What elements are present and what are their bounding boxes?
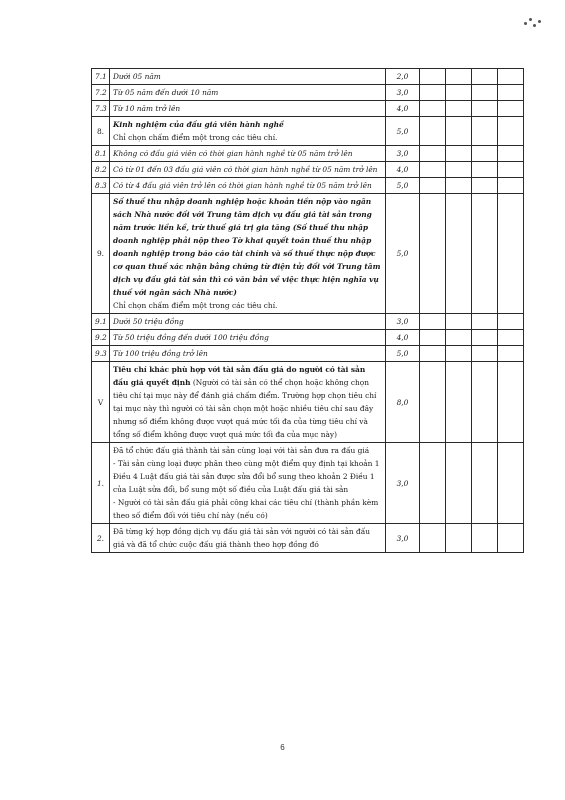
score-cell[interactable] bbox=[446, 146, 472, 162]
table-row bbox=[92, 146, 524, 162]
criterion-text: Đã từng ký hợp đồng dịch vụ đấu giá tài sản với người có tài sản đấu giá và đã tổ chức cuộc đấu giá thành theo hợp đồng đó bbox=[110, 524, 386, 553]
row-number: 9.3 bbox=[92, 346, 110, 362]
score-cell[interactable] bbox=[446, 162, 472, 178]
row-number: 7.1 bbox=[92, 69, 110, 85]
row-number: 9. bbox=[92, 194, 110, 314]
score-cell[interactable] bbox=[472, 314, 498, 330]
table-row bbox=[92, 101, 524, 117]
criterion-text: Từ 10 năm trở lên bbox=[110, 101, 386, 117]
page-number: 6 bbox=[280, 743, 285, 752]
table-row bbox=[92, 117, 524, 146]
score-cell[interactable] bbox=[446, 443, 472, 524]
criteria-table bbox=[91, 68, 524, 553]
row-number: 1. bbox=[92, 443, 110, 524]
score-cell[interactable] bbox=[420, 362, 446, 443]
max-score: 3,0 bbox=[386, 524, 420, 553]
max-score: 3,0 bbox=[386, 146, 420, 162]
score-cell[interactable] bbox=[498, 69, 524, 85]
criterion-line: - Tài sản cùng loại được phân theo cùng một điểm quy định tại khoản 1 Điều 4 Luật đấu giá tài sản được sửa đổi bổ sung theo khoản 2 Điều 1 của Luật sửa đổi, bổ sung một số điều của Luật đấu giá tài sản bbox=[113, 459, 380, 494]
criterion-line: - Người có tài sản đấu giá phải công khai các tiêu chí (thành phần kèm theo số điểm đối với tiêu chí này (nếu có) bbox=[113, 498, 379, 520]
criterion-line: Đã tổ chức đấu giá thành tài sản cùng loại với tài sản đưa ra đấu giá bbox=[113, 446, 370, 455]
criterion-text: Không có đấu giá viên có thời gian hành nghề từ 05 năm trở lên bbox=[110, 146, 386, 162]
score-cell[interactable] bbox=[472, 146, 498, 162]
criterion-note: Chỉ chọn chấm điểm một trong các tiêu chí. bbox=[113, 301, 278, 310]
max-score: 4,0 bbox=[386, 162, 420, 178]
score-cell[interactable] bbox=[420, 346, 446, 362]
score-cell[interactable] bbox=[446, 346, 472, 362]
row-number: 7.2 bbox=[92, 85, 110, 101]
criterion-text: Dưới 05 năm bbox=[110, 69, 386, 85]
score-cell[interactable] bbox=[472, 162, 498, 178]
score-cell[interactable] bbox=[498, 330, 524, 346]
score-cell[interactable] bbox=[420, 117, 446, 146]
score-cell[interactable] bbox=[472, 178, 498, 194]
criterion-title: Số thuế thu nhập doanh nghiệp hoặc khoản tiền nộp vào ngân sách Nhà nước đối với Trung tâm dịch vụ đấu giá tài sản trong năm trước liền kề, trừ thuế giá trị gia tăng (Số thuế thu nhập doanh nghiệp phải nộp theo Tờ khai quyết toán thuế thu nhập doanh nghiệp trong báo cáo tài chính và số thuế thực nộp được cơ quan thuế xác nhận bằng chứng từ điện tử; đối với Trung tâm dịch vụ đấu giá tài sản thì có văn bản về việc thực hiện nghĩa vụ thuế với ngân sách Nhà nước) bbox=[113, 197, 381, 297]
score-cell[interactable] bbox=[420, 162, 446, 178]
score-cell[interactable] bbox=[420, 146, 446, 162]
score-cell[interactable] bbox=[446, 69, 472, 85]
score-cell[interactable] bbox=[420, 194, 446, 314]
score-cell[interactable] bbox=[446, 85, 472, 101]
score-cell[interactable] bbox=[446, 362, 472, 443]
criterion-text: Có từ 01 đến 03 đấu giá viên có thời gian hành nghề từ 05 năm trở lên bbox=[110, 162, 386, 178]
max-score: 3,0 bbox=[386, 85, 420, 101]
criterion-text: Từ 05 năm đến dưới 10 năm bbox=[110, 85, 386, 101]
score-cell[interactable] bbox=[498, 178, 524, 194]
row-number: 8.2 bbox=[92, 162, 110, 178]
row-number: V bbox=[92, 362, 110, 443]
row-number: 2. bbox=[92, 524, 110, 553]
criterion-text: Dưới 50 triệu đồng bbox=[110, 314, 386, 330]
criterion-cell bbox=[110, 194, 386, 314]
score-cell[interactable] bbox=[498, 443, 524, 524]
score-cell[interactable] bbox=[446, 101, 472, 117]
table-row bbox=[92, 85, 524, 101]
max-score: 5,0 bbox=[386, 178, 420, 194]
score-cell[interactable] bbox=[420, 85, 446, 101]
score-cell[interactable] bbox=[498, 314, 524, 330]
max-score: 3,0 bbox=[386, 443, 420, 524]
max-score: 5,0 bbox=[386, 117, 420, 146]
score-cell[interactable] bbox=[472, 524, 498, 553]
criterion-cell bbox=[110, 362, 386, 443]
criterion-note: Chỉ chọn chấm điểm một trong các tiêu chí. bbox=[113, 133, 278, 142]
criterion-note: (Người có tài sản có thể chọn hoặc không chọn tiêu chí tại mục này để đánh giá chấm điểm. Trường hợp chọn tiêu chí tại mục này thì người có tài sản chọn một hoặc nhiều tiêu chí sau đây nhưng số điểm không được vượt quá mức tối đa của từng tiêu chí và tổng số điểm không được vượt quá mức tối đa của mục này) bbox=[113, 378, 377, 439]
table-row bbox=[92, 443, 524, 524]
score-cell[interactable] bbox=[472, 330, 498, 346]
criterion-title: Kinh nghiệm của đấu giá viên hành nghề bbox=[113, 120, 284, 129]
score-cell[interactable] bbox=[472, 117, 498, 146]
row-number: 8.3 bbox=[92, 178, 110, 194]
score-cell[interactable] bbox=[420, 330, 446, 346]
score-cell[interactable] bbox=[446, 314, 472, 330]
max-score: 8,0 bbox=[386, 362, 420, 443]
table-row bbox=[92, 362, 524, 443]
score-cell[interactable] bbox=[498, 162, 524, 178]
criterion-cell bbox=[110, 117, 386, 146]
score-cell[interactable] bbox=[446, 117, 472, 146]
score-cell[interactable] bbox=[498, 346, 524, 362]
score-cell[interactable] bbox=[498, 101, 524, 117]
score-cell[interactable] bbox=[472, 443, 498, 524]
max-score: 2,0 bbox=[386, 69, 420, 85]
score-cell[interactable] bbox=[498, 146, 524, 162]
score-cell[interactable] bbox=[420, 178, 446, 194]
score-cell[interactable] bbox=[420, 101, 446, 117]
max-score: 3,0 bbox=[386, 314, 420, 330]
score-cell[interactable] bbox=[446, 194, 472, 314]
score-cell[interactable] bbox=[472, 101, 498, 117]
score-cell[interactable] bbox=[472, 85, 498, 101]
score-cell[interactable] bbox=[472, 194, 498, 314]
score-cell[interactable] bbox=[446, 330, 472, 346]
score-cell[interactable] bbox=[472, 69, 498, 85]
row-number: 9.2 bbox=[92, 330, 110, 346]
score-cell[interactable] bbox=[446, 178, 472, 194]
page-corner-mark bbox=[524, 16, 544, 30]
criterion-text: Từ 50 triệu đồng đến dưới 100 triệu đồng bbox=[110, 330, 386, 346]
criterion-text: Có từ 4 đấu giá viên trở lên có thời gian hành nghề từ 05 năm trở lên bbox=[110, 178, 386, 194]
table-row bbox=[92, 178, 524, 194]
criterion-cell bbox=[110, 443, 386, 524]
score-cell[interactable] bbox=[420, 314, 446, 330]
table-row bbox=[92, 524, 524, 553]
criterion-title: Tiêu chí khác phù hợp với tài sản đấu giá do người có tài sản đấu giá quyết định bbox=[113, 365, 366, 387]
score-cell[interactable] bbox=[498, 117, 524, 146]
score-cell[interactable] bbox=[420, 443, 446, 524]
table-row bbox=[92, 194, 524, 314]
score-cell[interactable] bbox=[498, 362, 524, 443]
max-score: 4,0 bbox=[386, 101, 420, 117]
row-number: 7.3 bbox=[92, 101, 110, 117]
score-cell[interactable] bbox=[498, 85, 524, 101]
row-number: 9.1 bbox=[92, 314, 110, 330]
table-row bbox=[92, 162, 524, 178]
max-score: 4,0 bbox=[386, 330, 420, 346]
score-cell[interactable] bbox=[420, 69, 446, 85]
row-number: 8.1 bbox=[92, 146, 110, 162]
max-score: 5,0 bbox=[386, 194, 420, 314]
max-score: 5,0 bbox=[386, 346, 420, 362]
criterion-text: Từ 100 triệu đồng trở lên bbox=[110, 346, 386, 362]
table-row bbox=[92, 346, 524, 362]
score-cell[interactable] bbox=[498, 524, 524, 553]
table-row bbox=[92, 69, 524, 85]
table-row bbox=[92, 314, 524, 330]
row-number: 8. bbox=[92, 117, 110, 146]
score-cell[interactable] bbox=[420, 524, 446, 553]
score-cell[interactable] bbox=[472, 362, 498, 443]
score-cell[interactable] bbox=[498, 194, 524, 314]
table-row bbox=[92, 330, 524, 346]
score-cell[interactable] bbox=[446, 524, 472, 553]
score-cell[interactable] bbox=[472, 346, 498, 362]
